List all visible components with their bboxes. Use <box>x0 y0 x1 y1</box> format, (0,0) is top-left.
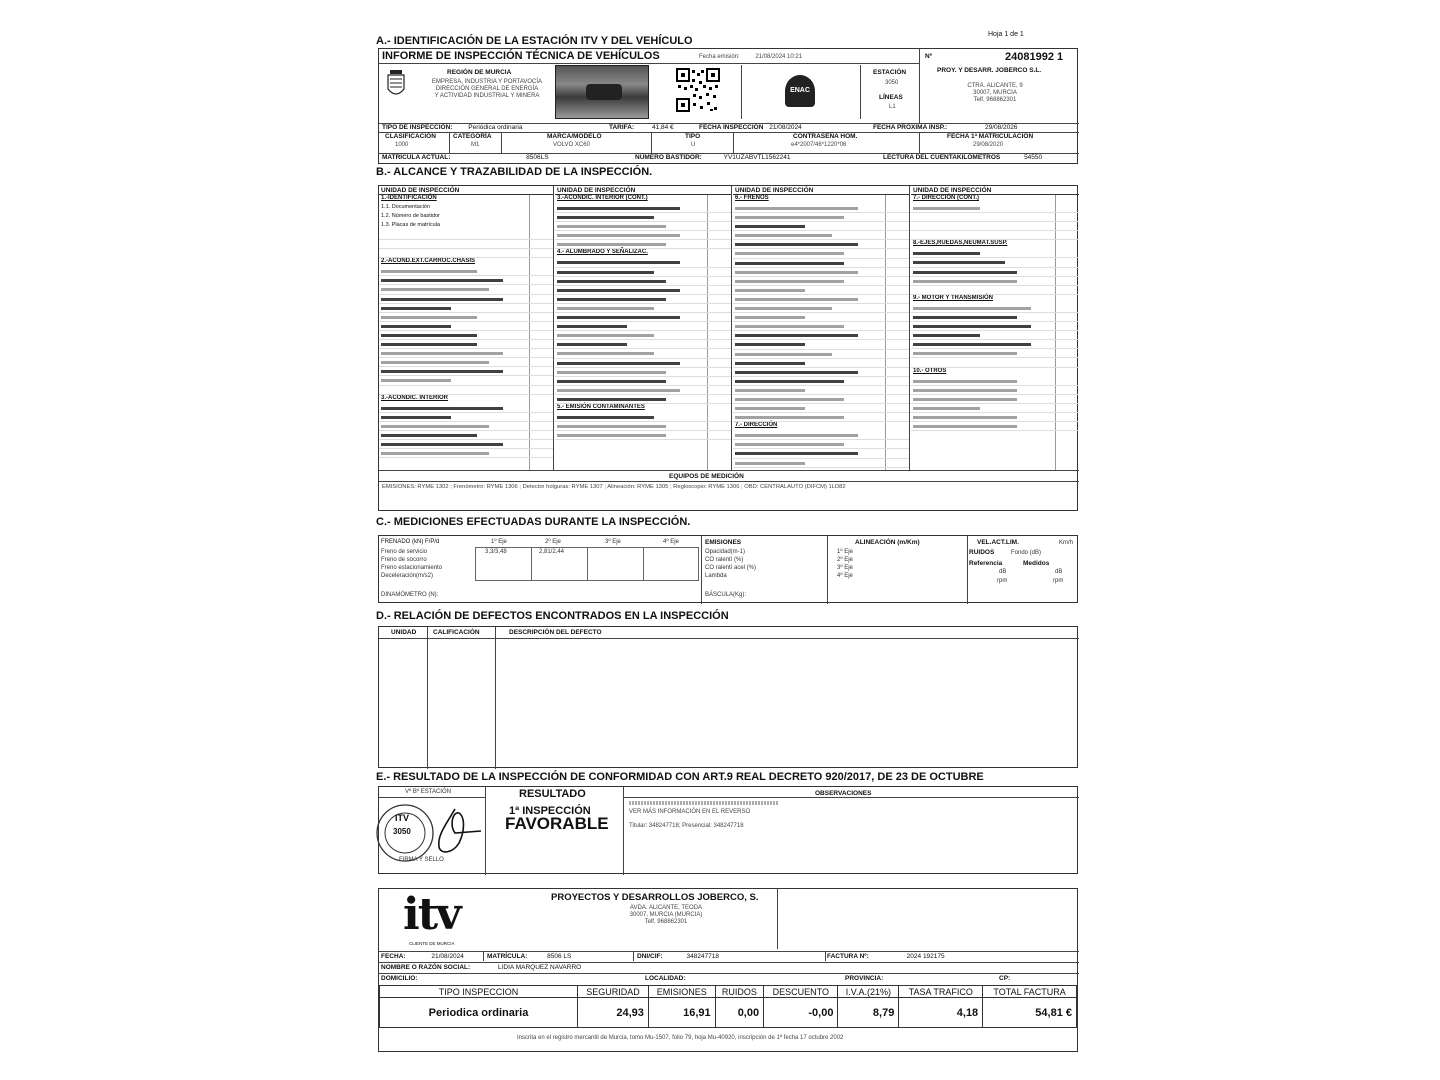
col2-header: UNIDAD DE INSPECCIÓN <box>555 186 731 195</box>
bastidor-value: YV1UZABVTL1562241 <box>723 154 791 161</box>
col1-header: UNIDAD DE INSPECCIÓN <box>379 186 553 195</box>
estacion-label: ESTACIÓN <box>873 69 907 76</box>
col1-item-documentacion: 1.1. Documentación <box>381 204 430 210</box>
matricula-inv-value: 8506 LS <box>547 953 572 960</box>
col-descripcion: DESCRIPCIÓN DEL DEFECTO <box>509 629 602 636</box>
col1-group-carroceria: 2.-ACOND.EXT.CARROC.CHASIS <box>381 258 476 265</box>
cost-header-ruidos: RUIDOS <box>715 986 764 998</box>
fecha-value: 21/08/2024 <box>431 953 464 960</box>
domicilio-label: DOMICILIO: <box>381 975 418 982</box>
alineacion-eje-1: 1º Eje <box>837 549 853 555</box>
provincia-label: PROVINCIA: <box>845 975 884 982</box>
cost-emisiones: 16,91 <box>648 998 715 1028</box>
stamp-number: 3050 <box>393 827 411 836</box>
equipos-list: EMISIONES: RYME 1302 ; Frenómetro: RYME 1306 ; Detector holguras: RYME 1307 ; Alineación: RYME 1305 ; Regloscopio: RYME 1306 ; OBD: CENTRALAUTO (DIFCM) 1LD82 <box>382 484 846 490</box>
alineacion-label: ALINEACIÓN (m/Km) <box>855 539 920 546</box>
estacion-value: 3050 <box>885 80 899 86</box>
region-name: REGIÓN DE MURCIA <box>447 69 512 76</box>
col2-group-interior-cont: 3.-ACONDIC. INTERIOR (CONT.) <box>557 195 648 201</box>
operator-address-2: 30007, MURCIA <box>973 90 1017 96</box>
db-unit-ref: dB <box>999 569 1007 575</box>
cost-header-descuento: DESCUENTO <box>764 986 838 998</box>
itv-logo: itv <box>403 889 460 940</box>
eje-1: 1º Eje <box>491 539 507 545</box>
tipo-value: U <box>691 142 696 148</box>
vb-estacion-label: Vº Bº ESTACIÓN <box>405 789 451 795</box>
cost-iva: 8,79 <box>838 998 899 1028</box>
lineas-value: L1 <box>889 104 896 110</box>
section-c-title: C.- MEDICIONES EFECTUADAS DURANTE LA INSPECCIÓN. <box>376 516 691 528</box>
freno-servicio-eje2: 2,81/2,44 <box>539 549 565 555</box>
enac-label: ENAC <box>790 87 810 94</box>
tipo-label: TIPO <box>685 133 701 140</box>
enac-logo <box>785 75 815 107</box>
matricula-inv-label: MATRÍCULA: <box>487 953 528 960</box>
factura-value: 2024 192175 <box>906 953 945 960</box>
col1-item-placas: 1.3. Placas de matrícula <box>381 222 441 228</box>
cost-tasa: 4,18 <box>899 998 983 1028</box>
cost-header-tasa: TASA TRAFICO <box>899 986 983 998</box>
resultado-line-1: 1ª INSPECCIÓN <box>509 805 591 817</box>
col4-rows-3 <box>911 304 1079 368</box>
stamp-itv-text: ITV <box>395 813 410 823</box>
ruidos-fondo: Fondo (dB) <box>1011 550 1042 556</box>
col1-group-interior: 3.-ACONDIC. INTERIOR <box>381 394 449 401</box>
cost-header-iva: I.V.A.(21%) <box>838 986 899 998</box>
section-c-box <box>378 535 1078 603</box>
tarifa-value: 41,84 € <box>651 124 674 131</box>
bascula-label: BÁSCULA(Kg): <box>705 592 747 598</box>
cost-header-tipo: TIPO INSPECCION <box>380 986 578 998</box>
frenado-label: FRENADO (kN) F/P/d <box>381 539 440 545</box>
cost-header-total: TOTAL FACTURA <box>983 986 1077 998</box>
resultado-line-2: FAVORABLE <box>505 814 609 833</box>
tipo-inspeccion-label: TIPO DE INSPECCIÓN: <box>382 124 453 131</box>
clasificacion-value: 1000 <box>395 142 409 148</box>
cost-table <box>379 985 1077 1028</box>
company-address-1: AVDA. ALICANTE, TEODA <box>629 905 703 911</box>
fecha-label: FECHA: <box>381 953 406 960</box>
cost-total: 54,81 € <box>983 998 1077 1028</box>
clasificacion-label: CLASIFICACIÓN <box>385 133 436 140</box>
vel-label: VEL.ACT.LIM. <box>977 539 1019 546</box>
tarifa-label: TARIFA: <box>609 124 635 131</box>
contrasena-value: e4*2007/46*1220*06 <box>791 142 847 148</box>
fecha-proxima-label: FECHA PRÓXIMA INSP.: <box>873 124 948 131</box>
observaciones-label: OBSERVACIONES <box>815 790 872 797</box>
lineas-label: LÍNEAS <box>879 94 903 101</box>
dinamometro-label: DINAMÓMETRO (N): <box>381 592 439 598</box>
operator-name: PROY. Y DESARR. JOBERCO S.L. <box>937 67 1042 74</box>
section-b-title: B.- ALCANCE Y TRAZABILIDAD DE LA INSPECCIÓN. <box>376 166 653 178</box>
ruidos-label: RUIDOS <box>969 549 995 556</box>
nombre-value: LIDIA MARQUEZ NAVARRO <box>498 964 582 971</box>
marca-value: VOLVO XC60 <box>553 142 590 148</box>
cuentakm-value: 54550 <box>1024 154 1043 161</box>
num-label: Nº <box>925 53 933 60</box>
categoria-label: CATEGORÍA <box>453 133 492 140</box>
section-a-title: A.- IDENTIFICACIÓN DE LA ESTACIÓN ITV Y DEL VEHÍCULO <box>376 35 693 47</box>
col2-rows-3 <box>555 413 731 440</box>
eje-2: 2º Eje <box>545 539 561 545</box>
signature-icon <box>425 803 485 863</box>
eje-4: 4º Eje <box>663 539 679 545</box>
section-a-box <box>378 48 1078 164</box>
contrasena-label: CONTRASEÑA HOM. <box>793 133 858 140</box>
matricula-value: 8506LS <box>526 154 549 161</box>
col1-group-identificacion: 1.-IDENTIFICACIÓN <box>381 195 437 201</box>
alineacion-eje-2: 2º Eje <box>837 557 853 563</box>
company-address-2: 30007, MURCIA (MURCIA) <box>629 912 703 918</box>
firma-sello-label: FIRMA Y SELLO <box>399 857 444 863</box>
tipo-inspeccion-value: Periódica ordinaria <box>468 124 523 131</box>
col4-rows <box>911 204 1079 240</box>
localidad-label: LOCALIDAD: <box>645 975 686 982</box>
report-title: INFORME DE INSPECCIÓN TÉCNICA DE VEHÍCULOS <box>382 50 660 62</box>
col-calificacion: CALIFICACIÓN <box>433 629 480 636</box>
col4-group-direccion-cont: 7.- DIRECCIÓN (CONT.) <box>913 195 979 201</box>
col4-group-motor: 9.- MOTOR Y TRANSMISIÓN <box>913 294 994 301</box>
section-e-box <box>378 786 1078 874</box>
emisiones-row-opacidad: Opacidad(m-1) <box>705 549 746 555</box>
cost-descuento: -0,00 <box>764 998 838 1028</box>
categoria-value: M1 <box>471 142 480 148</box>
cuentakm-label: LECTURA DEL CUENTAKILÓMETROS <box>883 154 1001 161</box>
fecha-inspeccion-value: 21/08/2024 <box>769 124 802 131</box>
frenado-row-servicio: Freno de servicio <box>381 549 428 555</box>
col1-rows <box>379 231 553 258</box>
col1-rows-2 <box>379 267 553 394</box>
col3-group-direccion: 7.- DIRECCIÓN <box>735 422 778 429</box>
rpm-unit-ref: rpm <box>997 578 1008 584</box>
consejeria-line-1: EMPRESA, INDUSTRIA Y PORTAVOCÍA <box>431 79 543 85</box>
col4-header: UNIDAD DE INSPECCIÓN <box>911 186 1079 195</box>
fecha-inspeccion-label: FECHA INSPECCIÓN <box>699 124 764 131</box>
col-unidad: UNIDAD <box>391 629 417 636</box>
medidos-label: Medidos <box>1023 560 1050 567</box>
bastidor-label: NÚMERO BASTIDOR: <box>635 154 702 161</box>
alineacion-eje-3: 3º Eje <box>837 565 853 571</box>
col3-header: UNIDAD DE INSPECCIÓN <box>733 186 909 195</box>
cost-header-seguridad: SEGURIDAD <box>578 986 649 998</box>
consejeria-line-3: Y ACTIVIDAD INDUSTRIAL Y MINERA <box>434 93 540 99</box>
resultado-label: RESULTADO <box>519 788 586 800</box>
primera-matric-value: 29/08/2020 <box>973 142 1004 148</box>
operator-address-3: Telf. 968862301 <box>973 97 1017 103</box>
dni-value: 348247718 <box>686 953 719 960</box>
col3-rows-2 <box>733 431 909 467</box>
frenado-row-socorro: Freno de socorro <box>381 557 427 563</box>
eje-3: 3º Eje <box>605 539 621 545</box>
company-name: PROYECTOS Y DESARROLLOS JOBERCO, S. <box>551 892 759 903</box>
report-number: 24081992 1 <box>1005 51 1064 63</box>
col3-group-frenos: 6.- FRENOS <box>735 195 769 201</box>
alineacion-eje-4: 4º Eje <box>837 573 853 579</box>
col4-rows-4 <box>911 377 1079 432</box>
freno-servicio-eje1: 3,3/3,48 <box>485 549 507 555</box>
col1-item-bastidor: 1.2. Número de bastidor <box>381 213 441 219</box>
equipos-title: EQUIPOS DE MEDICIÓN <box>669 473 744 480</box>
referencia-label: Referencia <box>969 560 1003 567</box>
emisiones-row-co-acel: CO ralentí acel (%) <box>705 565 757 571</box>
col2-group-emision: 5.- EMISIÓN CONTAMINANTES <box>557 403 645 410</box>
invoice-box <box>378 888 1078 1052</box>
rpm-unit-med: rpm <box>1053 578 1064 584</box>
vehicle-photo <box>555 65 649 119</box>
col2-rows-2 <box>555 258 731 404</box>
itv-logo-sub: CLIENTE DE MURCIA <box>409 941 455 946</box>
cost-header-emisiones: EMISIONES <box>648 986 715 998</box>
primera-matric-label: FECHA 1ª MATRICULACIÓN <box>947 133 1034 140</box>
col4-group-otros: 10.- OTROS <box>913 367 947 374</box>
vel-unit: Km/h <box>1059 540 1074 546</box>
invoice-footer: Inscrita en el registro mercantil de Murcia, tomo Mu-1507, folio 79, hoja Mu-40920, inscripción de 1ª fecha 17 octubre 2002 <box>517 1035 844 1041</box>
murcia-crest-icon <box>385 69 407 101</box>
emisiones-label: EMISIONES <box>705 539 742 546</box>
consejeria-line-2: DIRECCIÓN GENERAL DE ENERGÍA <box>435 86 539 92</box>
section-e-title: E.- RESULTADO DE LA INSPECCIÓN DE CONFORMIDAD CON ART.9 REAL DECRETO 920/2017, DE 23 DE OCTUBRE <box>376 771 984 783</box>
col4-rows-2 <box>911 249 1079 294</box>
fecha-emision-label: Fecha emisión: <box>699 54 740 60</box>
cost-seguridad: 24,93 <box>578 998 649 1028</box>
observaciones-line-2: Titular: 348247718; Presencial: 348247718 <box>629 823 744 829</box>
marca-label: MARCA/MODELO <box>547 133 602 140</box>
company-address-3: Telf. 968862301 <box>644 919 688 925</box>
cp-label: CP: <box>999 975 1011 982</box>
page-number: Hoja 1 de 1 <box>988 31 1024 38</box>
cost-tipo: Periodica ordinaria <box>380 998 578 1028</box>
section-b-box <box>378 185 1078 511</box>
fecha-emision: 21/08/2024 10:21 <box>755 54 803 60</box>
fecha-proxima-value: 29/08/2026 <box>984 124 1018 131</box>
qr-code-icon <box>675 67 721 113</box>
section-d-box <box>378 626 1078 768</box>
operator-address-1: CTRA. ALICANTE, 9 <box>967 83 1023 89</box>
section-d-title: D.- RELACIÓN DE DEFECTOS ENCONTRADOS EN LA INSPECCIÓN <box>376 610 729 622</box>
col2-group-alumbrado: 4.- ALUMBRADO Y SEÑALIZAC. <box>557 249 648 256</box>
matricula-label: MATRÍCULA ACTUAL: <box>382 154 451 161</box>
col3-rows <box>733 204 909 422</box>
observaciones-line-1: VER MÁS INFORMACIÓN EN EL REVERSO <box>629 809 751 815</box>
col2-rows <box>555 204 731 249</box>
db-unit-med: dB <box>1055 569 1063 575</box>
col1-rows-3 <box>379 404 553 459</box>
frenado-row-deceleracion: Deceleración(m/s2) <box>381 573 434 579</box>
cost-ruidos: 0,00 <box>715 998 764 1028</box>
col4-group-ejes: 8.-EJES,RUEDAS,NEUMAT.SUSP. <box>913 240 1008 247</box>
emisiones-row-co: CO ralentí (%) <box>705 557 744 563</box>
dni-label: DNI/CIF: <box>637 953 663 960</box>
nombre-label: NOMBRE O RAZÓN SOCIAL: <box>381 964 471 971</box>
frenado-row-estacionamiento: Freno estacionamiento <box>381 565 443 571</box>
emisiones-row-lambda: Lambda <box>705 573 727 579</box>
factura-label: FACTURA Nº: <box>827 953 869 960</box>
